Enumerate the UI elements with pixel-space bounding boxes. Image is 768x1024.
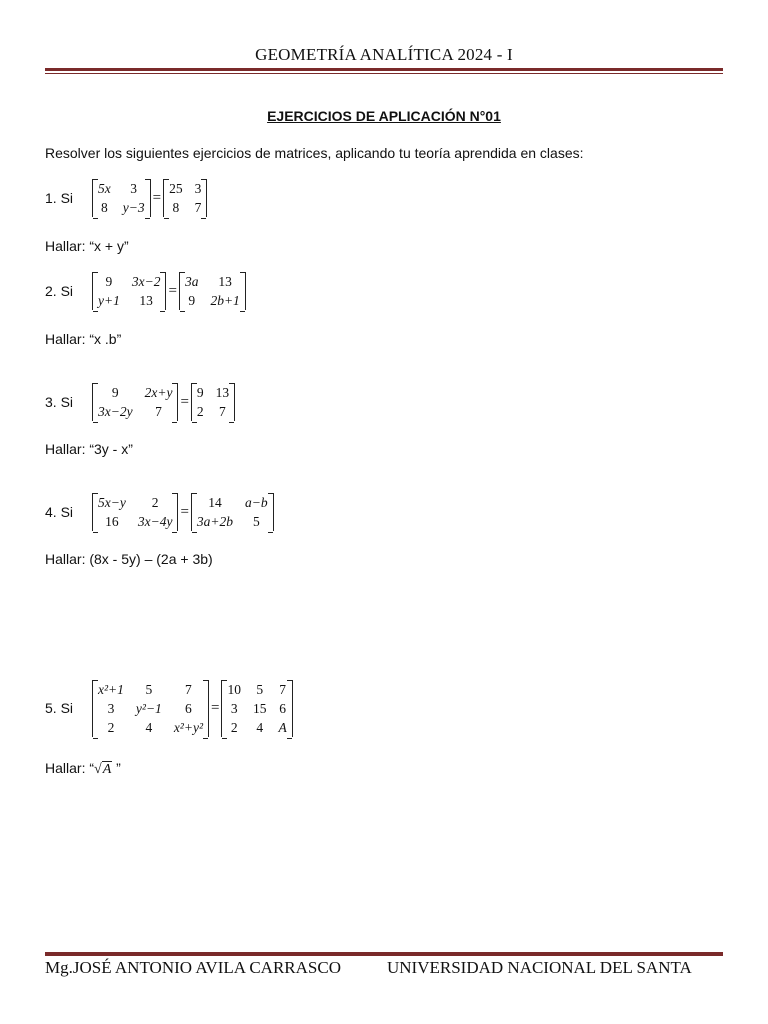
- matrix-cell: 3: [130, 181, 138, 196]
- matrix-cell: 8: [172, 200, 180, 215]
- footer-teacher: Mg.JOSÉ ANTONIO AVILA CARRASCO: [45, 958, 341, 977]
- matrix-cell: 2: [230, 719, 238, 735]
- radicand: A: [102, 762, 112, 777]
- matrix-equation: [92, 272, 246, 310]
- matrix-cell: a−b: [245, 495, 268, 510]
- page-header-title: GEOMETRÍA ANALÍTICA 2024 - I: [255, 45, 513, 64]
- exercise-1: [45, 178, 207, 218]
- matrix-cell: 5x: [98, 181, 111, 196]
- matrix-cell: 15: [252, 700, 267, 716]
- exercise-label: 2. Si: [45, 283, 74, 299]
- matrix-cell: 9: [105, 274, 113, 289]
- left-matrix: [92, 179, 151, 217]
- left-matrix: [92, 680, 209, 737]
- matrix-cell: 5: [145, 681, 153, 697]
- matrix-cell: 7: [155, 404, 162, 419]
- footer-university: UNIVERSIDAD NACIONAL DEL SANTA: [387, 958, 692, 977]
- matrix-cell: 3: [107, 700, 115, 716]
- matrix-cell: 3: [230, 700, 238, 716]
- matrix-cell: A: [278, 719, 287, 735]
- matrix-cell: 8: [101, 200, 108, 215]
- matrix-cell: y−3: [122, 200, 145, 215]
- matrix-cell: 2: [196, 404, 204, 419]
- right-matrix: [191, 383, 235, 421]
- matrix-cell: y+1: [98, 293, 120, 308]
- exercise-label: 4. Si: [45, 504, 74, 520]
- intro-text: Resolver los siguientes ejercicios de matrices, aplicando tu teoría aprendida en clases:: [45, 145, 584, 161]
- matrix-cell: 14: [208, 495, 222, 510]
- matrix-equation: [92, 680, 293, 737]
- matrix-cell: 13: [139, 293, 153, 308]
- header-rule: [45, 68, 723, 74]
- matrix-cell: 2: [107, 719, 115, 735]
- matrix-cell: 9: [188, 293, 196, 308]
- exercise-label: 5. Si: [45, 700, 74, 716]
- right-matrix: [191, 493, 274, 531]
- exercise-5: [45, 677, 293, 739]
- matrix-cell: 7: [185, 681, 192, 697]
- matrix-cell: 2b+1: [210, 293, 240, 308]
- exercise-3-find: Hallar: “3y - x”: [45, 441, 133, 457]
- matrix-cell: x²+1: [98, 681, 124, 697]
- matrix-cell: 2x+y: [144, 385, 173, 400]
- matrix-cell: 13: [215, 385, 230, 400]
- find-suffix: ”: [112, 760, 121, 776]
- left-matrix: [92, 383, 178, 421]
- right-matrix: [221, 680, 292, 737]
- matrix-cell: 5x−y: [98, 495, 126, 510]
- section-title: EJERCICIOS DE APLICACIÓN N°01: [267, 108, 501, 124]
- exercise-5-find: [45, 760, 121, 778]
- equals-sign: =: [180, 503, 189, 520]
- left-matrix: [92, 272, 166, 310]
- exercise-4-find: Hallar: (8x - 5y) – (2a + 3b): [45, 551, 213, 567]
- matrix-cell: 25: [169, 181, 183, 196]
- matrix-cell: x²+y²: [173, 719, 204, 735]
- find-prefix: Hallar: “: [45, 760, 95, 776]
- matrix-cell: 4: [145, 719, 153, 735]
- right-matrix: [179, 272, 246, 310]
- exercise-label: 3. Si: [45, 394, 74, 410]
- exercise-3: [45, 382, 235, 422]
- matrix-cell: 7: [279, 681, 286, 697]
- matrix-cell: 3: [194, 181, 202, 196]
- matrix-cell: 5: [252, 514, 260, 529]
- matrix-equation: [92, 493, 274, 531]
- matrix-equation: [92, 179, 207, 217]
- matrix-cell: 7: [219, 404, 226, 419]
- matrix-cell: 6: [185, 700, 192, 716]
- matrix-cell: 7: [194, 200, 202, 215]
- matrix-cell: 3x−2y: [98, 404, 133, 419]
- matrix-cell: 10: [227, 681, 241, 697]
- square-root: [94, 761, 112, 777]
- exercise-2-find: Hallar: “x .b”: [45, 331, 122, 347]
- matrix-cell: 13: [218, 274, 232, 289]
- equals-sign: =: [211, 699, 220, 716]
- matrix-cell: y²−1: [135, 700, 162, 716]
- matrix-cell: 16: [105, 514, 119, 529]
- left-matrix: [92, 493, 178, 531]
- matrix-cell: 2: [151, 495, 159, 510]
- page-footer: [45, 958, 725, 978]
- exercise-label: 1. Si: [45, 190, 74, 206]
- matrix-cell: 9: [196, 385, 204, 400]
- exercise-4: [45, 492, 274, 532]
- equals-sign: =: [152, 189, 162, 206]
- matrix-cell: 3x−2: [131, 274, 161, 289]
- equals-sign: =: [168, 282, 177, 299]
- equals-sign: =: [180, 393, 189, 410]
- matrix-cell: 3x−4y: [137, 514, 173, 529]
- matrix-cell: 6: [279, 700, 286, 716]
- matrix-cell: 4: [256, 719, 264, 735]
- right-matrix: [163, 179, 207, 217]
- matrix-cell: 5: [256, 681, 264, 697]
- matrix-cell: 9: [111, 385, 119, 400]
- radical-sign: √: [94, 762, 102, 777]
- matrix-cell: 3a+2b: [196, 514, 234, 529]
- matrix-equation: [92, 383, 235, 421]
- footer-rule: [45, 950, 723, 956]
- exercise-2: [45, 271, 246, 311]
- matrix-cell: 3a: [184, 274, 199, 289]
- exercise-1-find: Hallar: “x + y”: [45, 238, 129, 254]
